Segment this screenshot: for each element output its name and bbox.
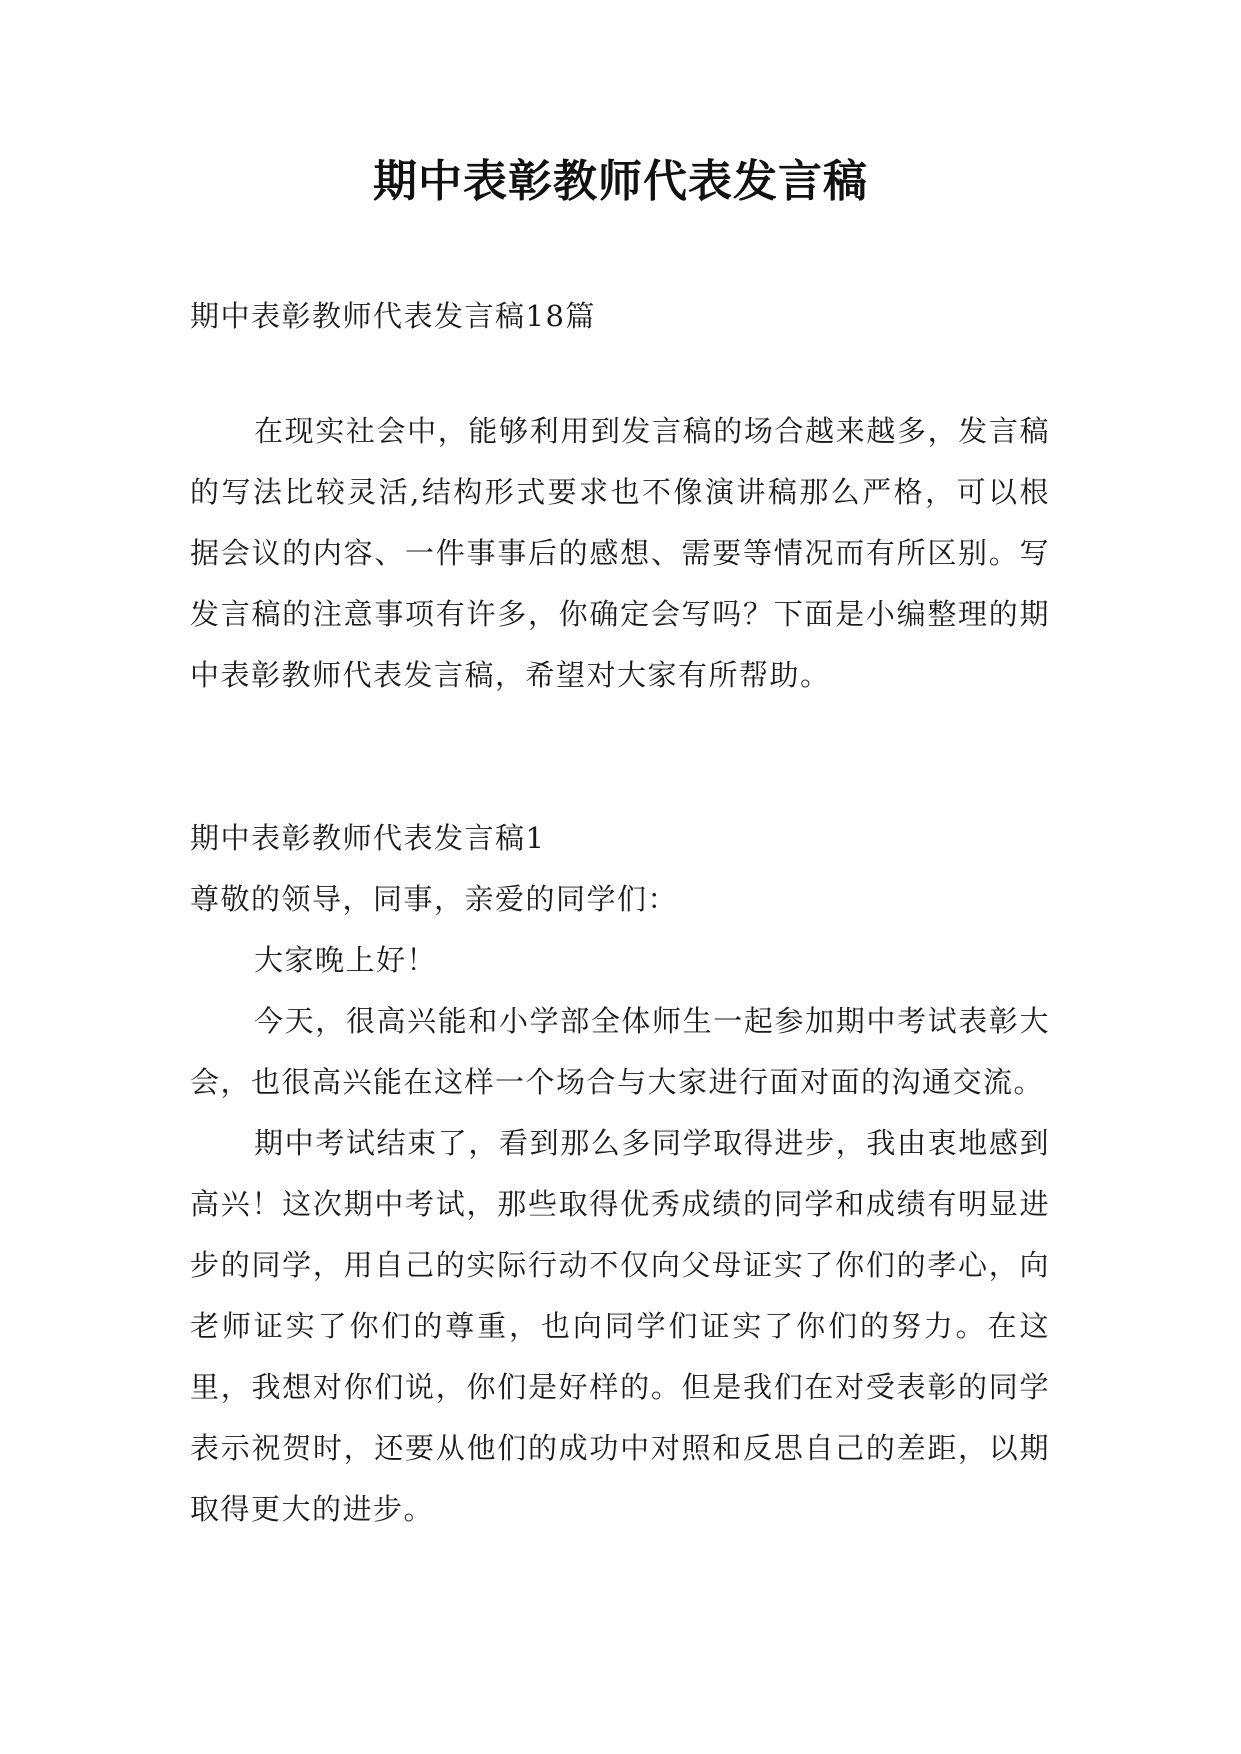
intro-section [190,401,1050,706]
document-title: 期中表彰教师代表发言稿 [373,156,868,207]
document-subtitle [190,286,1050,347]
intro-paragraph: 在现实社会中，能够利用到发言稿的场合越来越多，发言稿的写法比较灵活,结构形式要求也不像演讲稿那么严格，可以根据会议的内容、一件事事后的感想、需要等情况而有所区别。写发言稿的注意事项有许多，你确定会写吗？下面是小编整理的期中表彰教师代表发言稿，希望对大家有所帮助。 [190,414,1050,692]
speech-section [190,808,1050,1540]
salutation: 尊敬的领导，同事，亲爱的同学们： [190,882,679,916]
section-heading: 期中表彰教师代表发言稿1 [190,821,546,855]
body-paragraph-1: 今天，很高兴能和小学部全体师生一起参加期中考试表彰大会，也很高兴能在这样一个场合与大家进行面对面的沟通交流。 [190,1004,1050,1099]
body-paragraph-2: 期中考试结束了，看到那么多同学取得进步，我由衷地感到高兴！这次期中考试，那些取得优秀成绩的同学和成绩有明显进步的同学，用自己的实际行动不仅向父母证实了你们的孝心，向老师证实了你们的尊重，也向同学们证实了你们的努力。在这里，我想对你们说，你们是好样的。但是我们在对受表彰的同学表示祝贺时，还要从他们的成功中对照和反思自己的差距，以期取得更大的进步。 [190,1126,1050,1526]
subtitle-text: 期中表彰教师代表发言稿18篇 [190,299,596,333]
greeting: 大家晚上好！ [254,943,438,977]
